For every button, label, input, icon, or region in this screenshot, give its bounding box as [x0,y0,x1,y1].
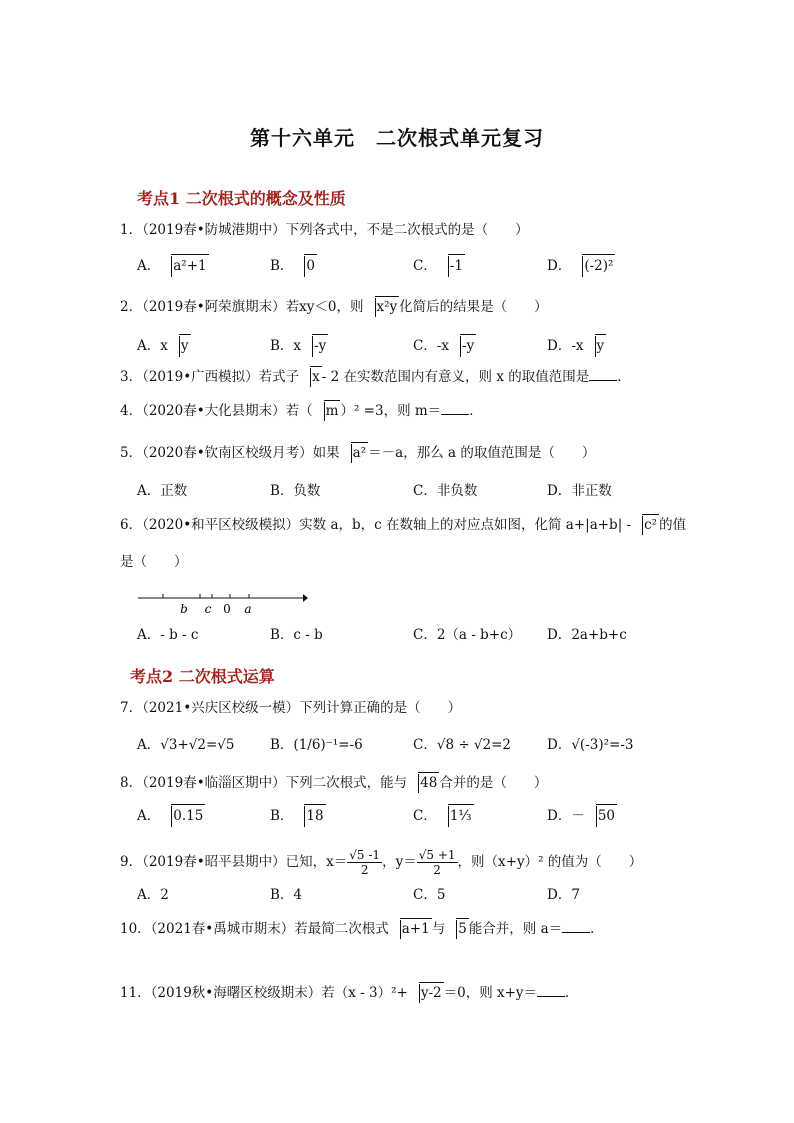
section-heading-1: 考点1 二次根式的概念及性质 [137,189,346,208]
option-b[interactable]: B． 18 [270,804,326,827]
question-6-line2: 是（ ） [120,554,188,570]
axis-label-b: b [180,602,188,616]
question-9: 9．（2019春•昭平县期中）已知，x＝ $\frac{√5 -1}{2}$ ，y＝ $\frac{√5 +1}{2}$ ，则（x+y）² 的值为（ ） [120,848,643,877]
question-11: 11．（2019秋•海曙区校级期末）若（x - 3）²+ y-2 ＝0，则 x+y＝ ． [120,982,680,1003]
option-d[interactable]: D． (-2)² [547,254,615,277]
option-d[interactable]: D．√(-3)²=-3 [547,737,634,753]
option-b[interactable]: B．c - b [270,627,323,643]
question-8: 8．（2019春•临淄区期中）下列二次根式，能与 48 合并的是（ ） [120,772,680,793]
page-title: 第十六单元 二次根式单元复习 [250,126,544,150]
option-a[interactable]: A．正数 [137,483,188,499]
question-2: 2．（2019春•阿荣旗期末）若xy＜0，则 x²y 化简后的结果是（ ） [120,296,680,317]
option-d[interactable]: D．－ 50 [547,804,617,827]
question-4: 4．（2020春•大化县期末）若（ m ）² =3，则 m＝ ． [120,400,680,421]
option-a[interactable]: A．x y [137,334,191,357]
option-a[interactable]: A． a²+1 [137,254,209,277]
option-c[interactable]: C． 1⅓ [413,804,474,827]
option-d[interactable]: D．7 [547,887,580,903]
option-b[interactable]: B．负数 [270,483,321,499]
option-c[interactable]: C． -1 [413,254,465,277]
question-7: 7．（2021•兴庆区校级一模）下列计算正确的是（ ） [120,700,462,716]
axis-label-0: 0 [223,602,231,616]
option-a[interactable]: A． 0.15 [137,804,205,827]
question-5: 5．（2020春•钦南区校级月考）如果 a² ＝－a，那么 a 的取值范围是（ ） [120,442,680,463]
answer-blank[interactable] [589,368,617,381]
answer-blank[interactable] [562,920,590,933]
option-a[interactable]: A．- b - c [137,627,199,643]
option-c[interactable]: C．5 [413,887,446,903]
option-d[interactable]: D．-x y [547,334,606,357]
option-a[interactable]: A．2 [137,887,169,903]
axis-label-c: c [204,602,212,616]
axis-label-a: a [244,602,252,616]
option-c[interactable]: C．√8 ÷ √2=2 [413,737,512,753]
section-heading-2: 考点2 二次根式运算 [130,667,275,686]
question-10: 10．（2021春•禹城市期末）若最简二次根式 a+1 与 5 能合并，则 a＝ ． [120,918,680,939]
option-c[interactable]: C．2（a - b+c） [413,627,522,643]
option-c[interactable]: C．非负数 [413,483,478,499]
answer-blank[interactable] [537,984,565,997]
number-line [138,592,308,622]
question-6: 6．（2020•和平区校级模拟）实数 a，b，c 在数轴上的对应点如图，化简 a+|a+b| - c² 的值 [120,514,680,535]
option-d[interactable]: D．非正数 [547,483,612,499]
answer-blank[interactable] [441,402,469,415]
option-b[interactable]: B． 0 [270,254,317,277]
question-3: 3．（2019•广西模拟）若式子 x - 2 在实数范围内有意义，则 x 的取值范围是 ． [120,366,680,387]
option-b[interactable]: B．x -y [270,334,328,357]
question-1: 1．（2019春•防城港期中）下列各式中，不是二次根式的是（ ） [120,222,529,238]
option-a[interactable]: A．√3+√2=√5 [137,737,235,753]
option-c[interactable]: C．-x -y [413,334,476,357]
option-b[interactable]: B．(1/6)⁻¹=-6 [270,737,363,753]
option-b[interactable]: B．4 [270,887,303,903]
option-d[interactable]: D．2a+b+c [547,627,627,643]
